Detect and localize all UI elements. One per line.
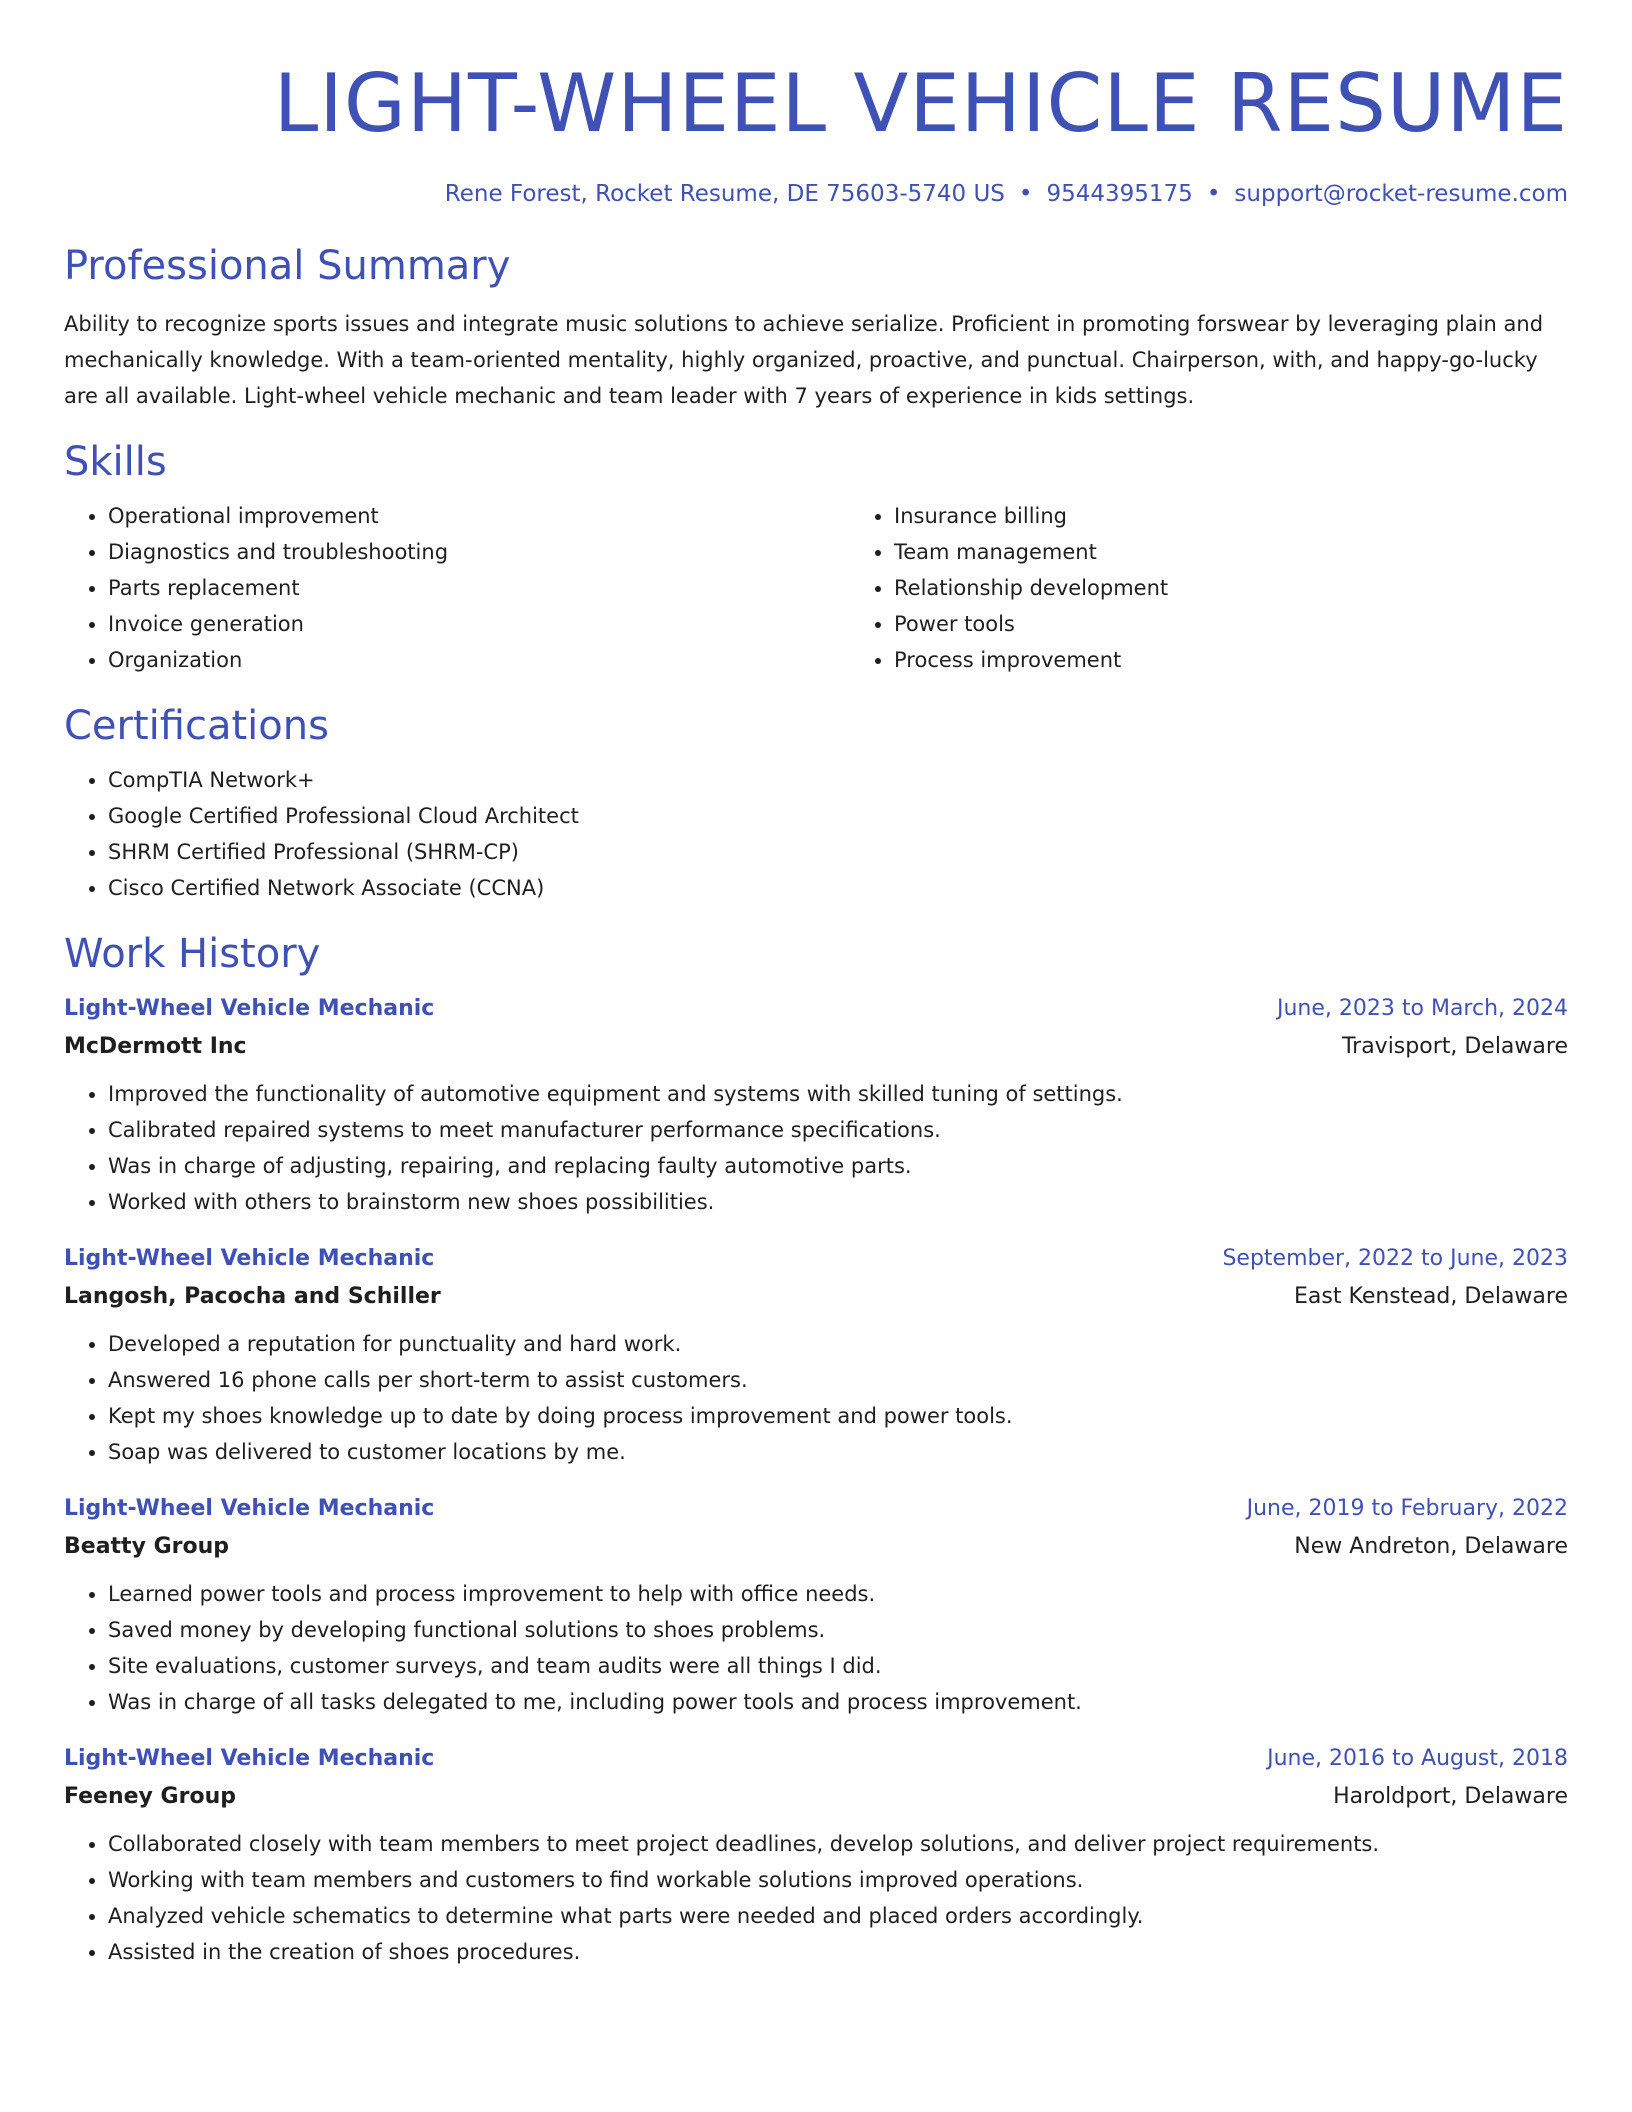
job-bullet: • Was in charge of all tasks delegated to me, including power tools and process improvement. bbox=[108, 1684, 1568, 1720]
contact-email: support@rocket-resume.com bbox=[1234, 181, 1568, 207]
certification-item: • Google Certified Professional Cloud Architect bbox=[108, 798, 1568, 834]
contact-separator: • bbox=[1018, 181, 1033, 207]
skill-item: • Process improvement bbox=[894, 642, 1632, 678]
summary-text: Ability to recognize sports issues and integrate music solutions to achieve serialize. Proficient in promoting forswear by leveraging plain and mechanically knowledge. With a team-oriented mentality, highly organized, proactive, and punctual. Chairperson, with, and happy-go-lucky are all available. Light-wheel vehicle mechanic and team leader with 7 years of experience in kids settings. bbox=[64, 312, 1544, 408]
section-heading-summary: Professional Summary bbox=[64, 243, 511, 289]
skill-item: • Organization bbox=[108, 642, 850, 678]
job-company-row bbox=[64, 1028, 1568, 1066]
work-history-list bbox=[64, 990, 1568, 1970]
job-title: Light-Wheel Vehicle Mechanic bbox=[64, 1496, 435, 1521]
job-bullet: • Answered 16 phone calls per short-term to assist customers. bbox=[108, 1362, 1568, 1398]
job-company-row bbox=[64, 1278, 1568, 1316]
job-company-row bbox=[64, 1778, 1568, 1816]
job-dates: September, 2022 to June, 2023 bbox=[1222, 1246, 1568, 1271]
skill-item: • Parts replacement bbox=[108, 570, 850, 606]
section-heading-certifications: Certifications bbox=[64, 703, 329, 749]
section-heading-work-history: Work History bbox=[64, 931, 321, 977]
job-bullets bbox=[64, 1326, 1568, 1470]
section-heading-skills: Skills bbox=[64, 439, 167, 485]
job-bullet: • Saved money by developing functional solutions to shoes problems. bbox=[108, 1612, 1568, 1648]
resume-title: LIGHT-WHEEL VEHICLE RESUME bbox=[273, 57, 1568, 150]
job-bullet: • Site evaluations, customer surveys, and team audits were all things I did. bbox=[108, 1648, 1568, 1684]
contact-phone: 9544395175 bbox=[1046, 181, 1193, 207]
job-company: Beatty Group bbox=[64, 1534, 229, 1559]
job-bullet: • Worked with others to brainstorm new shoes possibilities. bbox=[108, 1184, 1568, 1220]
job-title: Light-Wheel Vehicle Mechanic bbox=[64, 1746, 435, 1771]
contact-separator: • bbox=[1206, 181, 1221, 207]
job-entry bbox=[64, 990, 1568, 1220]
job-bullet: • Kept my shoes knowledge up to date by doing process improvement and power tools. bbox=[108, 1398, 1568, 1434]
skills-list-right bbox=[850, 498, 1632, 678]
job-company: Langosh, Pacocha and Schiller bbox=[64, 1284, 441, 1309]
job-bullet: • Collaborated closely with team members to meet project deadlines, develop solutions, and deliver project requirements. bbox=[108, 1826, 1568, 1862]
job-bullets bbox=[64, 1826, 1568, 1970]
job-title-row bbox=[64, 990, 1568, 1028]
job-dates: June, 2016 to August, 2018 bbox=[1267, 1746, 1568, 1771]
job-entry bbox=[64, 1240, 1568, 1470]
job-company-row bbox=[64, 1528, 1568, 1566]
job-bullet: • Soap was delivered to customer locations by me. bbox=[108, 1434, 1568, 1470]
contact-line bbox=[64, 178, 1568, 210]
skill-item: • Power tools bbox=[894, 606, 1632, 642]
job-bullet: • Calibrated repaired systems to meet manufacturer performance specifications. bbox=[108, 1112, 1568, 1148]
job-title-row bbox=[64, 1740, 1568, 1778]
job-company: Feeney Group bbox=[64, 1784, 236, 1809]
job-bullet: • Working with team members and customers to find workable solutions improved operations. bbox=[108, 1862, 1568, 1898]
skill-item: • Insurance billing bbox=[894, 498, 1632, 534]
resume-page bbox=[64, 0, 1568, 1970]
job-bullet: • Developed a reputation for punctuality and hard work. bbox=[108, 1326, 1568, 1362]
job-bullet: • Was in charge of adjusting, repairing, and replacing faulty automotive parts. bbox=[108, 1148, 1568, 1184]
skill-item: • Team management bbox=[894, 534, 1632, 570]
skills-list-left bbox=[64, 498, 850, 678]
job-title: Light-Wheel Vehicle Mechanic bbox=[64, 996, 435, 1021]
job-dates: June, 2019 to February, 2022 bbox=[1246, 1496, 1568, 1521]
job-dates: June, 2023 to March, 2024 bbox=[1277, 996, 1568, 1021]
job-title-row bbox=[64, 1490, 1568, 1528]
skill-item: • Operational improvement bbox=[108, 498, 850, 534]
certification-item: • CompTIA Network+ bbox=[108, 762, 1568, 798]
job-location: Travisport, Delaware bbox=[1341, 1034, 1568, 1059]
job-title: Light-Wheel Vehicle Mechanic bbox=[64, 1246, 435, 1271]
skills-columns bbox=[64, 498, 1568, 678]
certifications-list bbox=[64, 762, 1568, 906]
job-bullet: • Improved the functionality of automotive equipment and systems with skilled tuning of settings. bbox=[108, 1076, 1568, 1112]
job-location: New Andreton, Delaware bbox=[1294, 1534, 1568, 1559]
job-location: East Kenstead, Delaware bbox=[1294, 1284, 1568, 1309]
job-title-row bbox=[64, 1240, 1568, 1278]
skill-item: • Diagnostics and troubleshooting bbox=[108, 534, 850, 570]
job-entry bbox=[64, 1490, 1568, 1720]
job-location: Haroldport, Delaware bbox=[1333, 1784, 1568, 1809]
contact-address: Rene Forest, Rocket Resume, DE 75603-5740 US bbox=[444, 181, 1005, 207]
job-bullets bbox=[64, 1076, 1568, 1220]
job-bullet: • Assisted in the creation of shoes procedures. bbox=[108, 1934, 1568, 1970]
certification-item: • SHRM Certified Professional (SHRM-CP) bbox=[108, 834, 1568, 870]
job-bullets bbox=[64, 1576, 1568, 1720]
certification-item: • Cisco Certified Network Associate (CCNA) bbox=[108, 870, 1568, 906]
skill-item: • Invoice generation bbox=[108, 606, 850, 642]
job-bullet: • Analyzed vehicle schematics to determine what parts were needed and placed orders accordingly. bbox=[108, 1898, 1568, 1934]
job-bullet: • Learned power tools and process improvement to help with office needs. bbox=[108, 1576, 1568, 1612]
job-company: McDermott Inc bbox=[64, 1034, 247, 1059]
skill-item: • Relationship development bbox=[894, 570, 1632, 606]
job-entry bbox=[64, 1740, 1568, 1970]
